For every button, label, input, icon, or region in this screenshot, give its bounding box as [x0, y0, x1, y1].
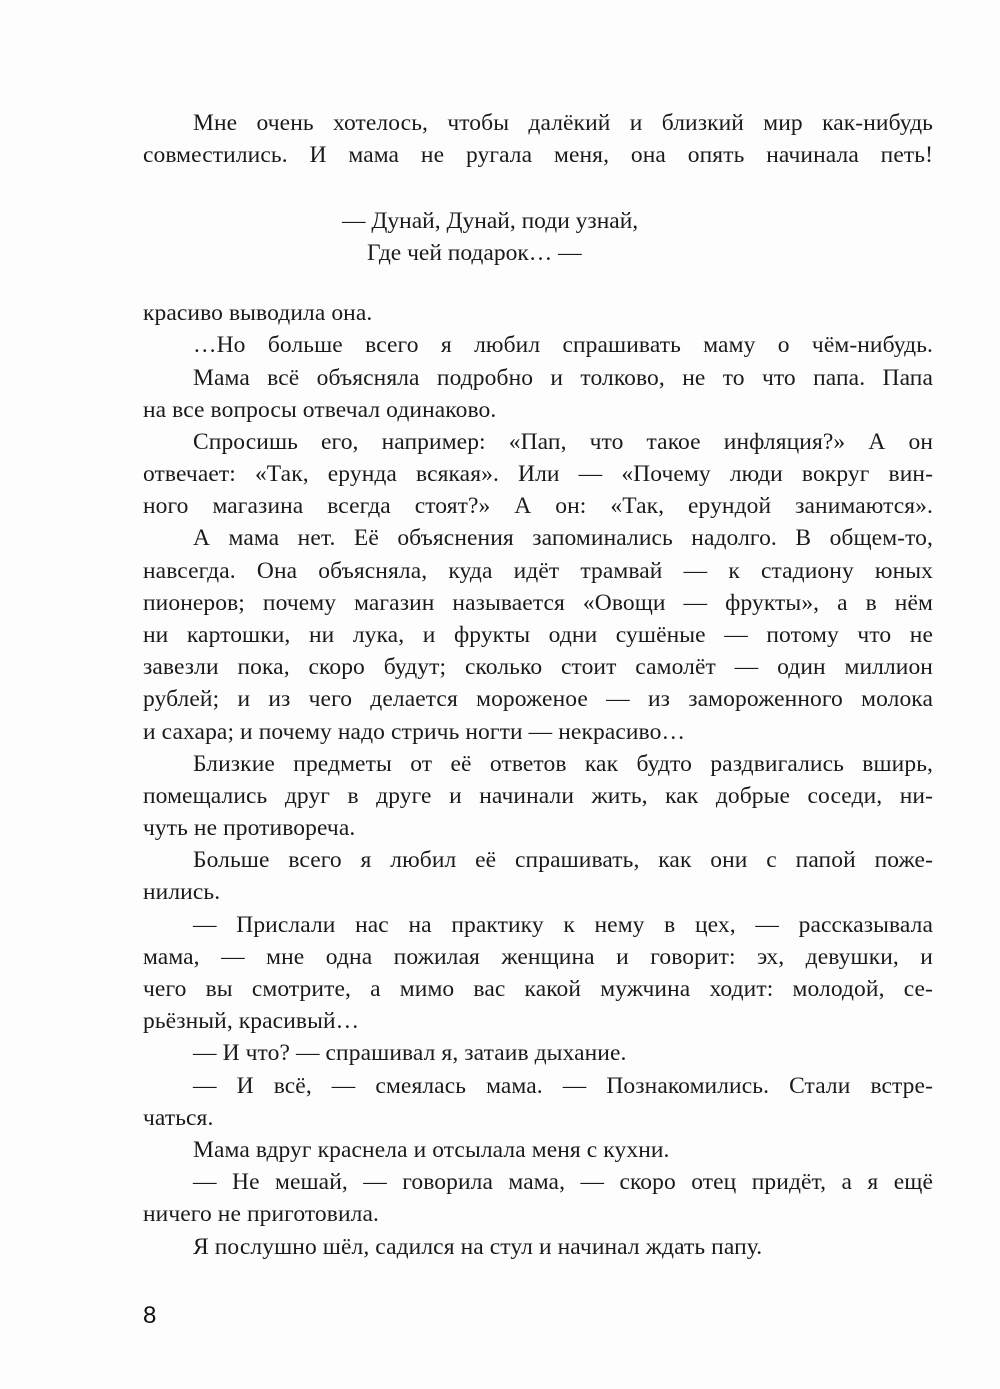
text-line: Я послушно шёл, садился на стул и начинал ждать папу.: [193, 1234, 763, 1260]
text-line: ничего не приготовила.: [143, 1201, 379, 1227]
text-line: рублей; и из чего делается мороженое — из замороженного молока: [143, 686, 933, 712]
text-line: — Не мешай, — говорила мама, — скоро отец придёт, а я ещё: [193, 1169, 933, 1195]
text-line: нились.: [143, 879, 221, 905]
text-line: ни картошки, ни лука, и фрукты одни сушёные — потому что не: [143, 622, 933, 648]
text-line: Спросишь его, например: «Пап, что такое инфляция?» А он: [193, 429, 933, 455]
text-line: чуть не противореча.: [143, 815, 356, 841]
text-line: Мама вдруг краснела и отсылала меня с кухни.: [193, 1137, 670, 1163]
text-line: — И всё, — смеялась мама. — Познакомились. Стали встре-: [193, 1073, 933, 1099]
text-line: помещались друг в друге и начинали жить, как добрые соседи, ни-: [143, 783, 933, 809]
text-line: чего вы смотрите, а мимо вас какой мужчина ходит: молодой, се-: [143, 976, 933, 1002]
text-line: Мне очень хотелось, чтобы далёкий и близкий мир как-нибудь: [193, 110, 933, 136]
text-line: ного магазина всегда стоят?» А он: «Так, ерундой занимаются».: [143, 493, 933, 519]
text-line: А мама нет. Её объяснения запоминались надолго. В общем-то,: [193, 525, 933, 551]
text-line: Больше всего я любил её спрашивать, как они с папой поже-: [193, 847, 933, 873]
text-line: завезли пока, скоро будут; сколько стоит самолёт — один миллион: [143, 654, 933, 680]
text-line: совместились. И мама не ругала меня, она опять начинала петь!: [143, 142, 933, 168]
text-line: и сахара; и почему надо стричь ногти — некрасиво…: [143, 719, 686, 745]
text-line: отвечает: «Так, ерунда всякая». Или — «Почему люди вокруг вин-: [143, 461, 933, 487]
text-line: пионеров; почему магазин называется «Овощи — фрукты», а в нём: [143, 590, 933, 616]
verse-line: — Дунай, Дунай, поди узнай,: [342, 208, 639, 234]
text-line: Близкие предметы от её ответов как будто раздвигались вширь,: [193, 751, 933, 777]
text-line: мама, — мне одна пожилая женщина и говорит: эх, девушки, и: [143, 944, 933, 970]
text-line: на все вопросы отвечал одинаково.: [143, 397, 497, 423]
text-line: навсегда. Она объясняла, куда идёт трамвай — к стадиону юных: [143, 558, 933, 584]
text-line: рьёзный, красивый…: [143, 1008, 360, 1034]
text-line: — И что? — спрашивал я, затаив дыхание.: [193, 1040, 627, 1066]
text-line: …Но больше всего я любил спрашивать маму о чём-нибудь.: [193, 332, 933, 358]
verse-line: Где чей подарок… —: [367, 240, 582, 266]
text-line: — Прислали нас на практику к нему в цех, — рассказывала: [193, 912, 933, 938]
text-line: красиво выводила она.: [143, 300, 373, 326]
text-line: чаться.: [143, 1105, 214, 1131]
page-number: 8: [143, 1302, 157, 1329]
text-line: Мама всё объясняла подробно и толково, не то что папа. Папа: [193, 365, 933, 391]
